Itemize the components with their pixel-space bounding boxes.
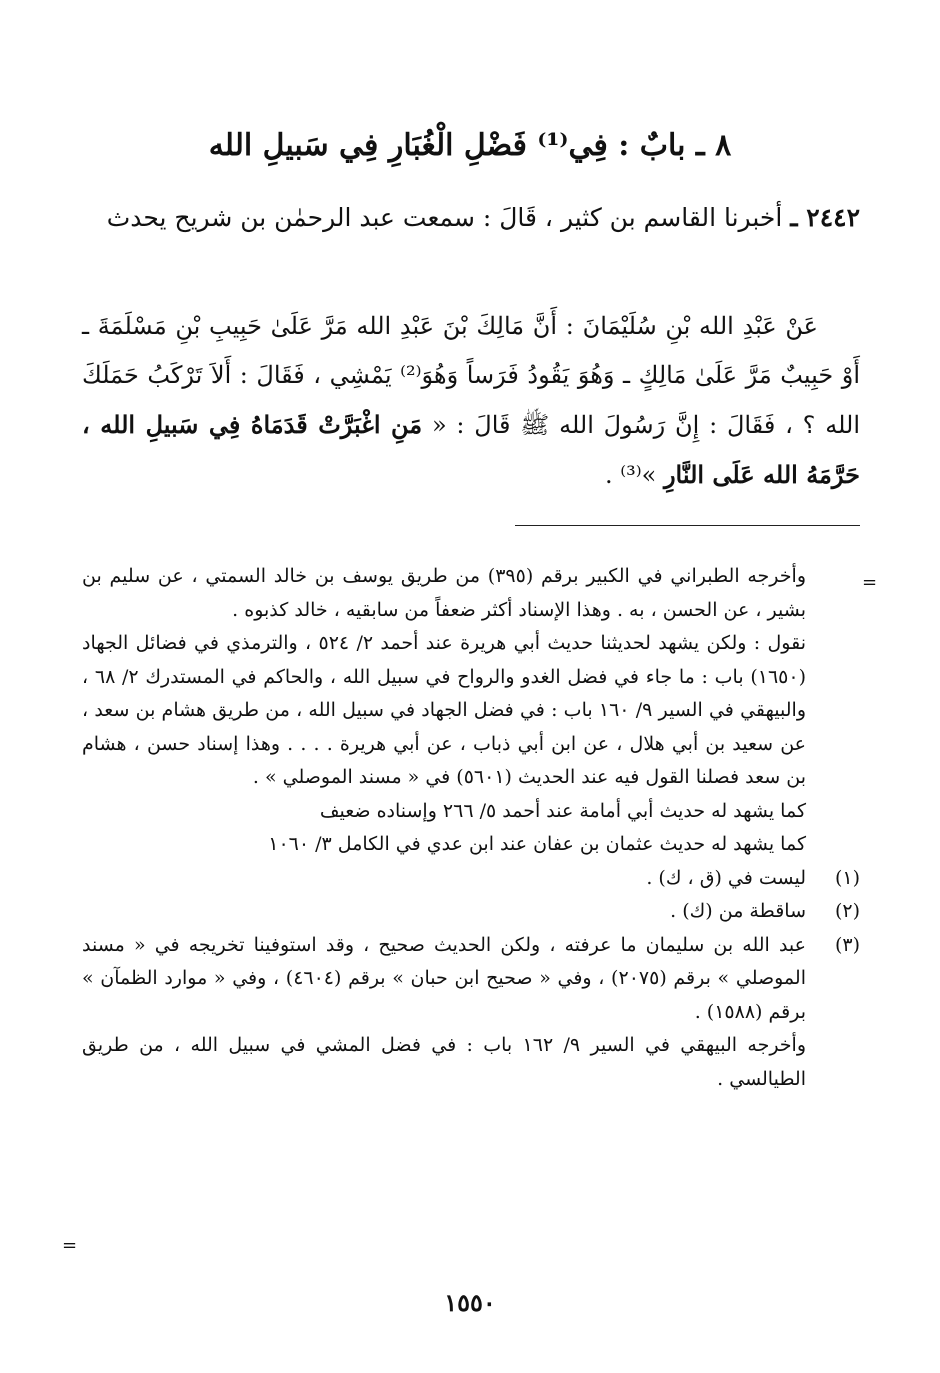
hadith-number: ٢٤٤٢ ـ (790, 203, 860, 232)
matn-text: عَنْ عَبْدِ الله بْنِ سُلَيْمَانَ : أَنَّ مَالِكَ بْنَ عَبْدِ الله مَرَّ عَلَىٰ حَبِيبِ بْنِ مَسْلَمَةَ ـ أَوْ حَبِيبٌ مَرَّ عَلَىٰ مَالِكٍ ـ وَهُوَ يَقُودُ فَرَساً وَهُوَ⁽²⁾ يَمْشِي ، فَقَالَ : أَلاَ تَرْكَبُ حَمَلَكَ الله ؟ ، فَقَالَ : إِنَّ رَسُولَ الله ﷺ قَالَ : « (82, 312, 860, 439)
hadith-isnad (82, 190, 860, 246)
page-number: ١٥٥٠ (444, 1288, 496, 1317)
footnote-text: عبد الله بن سليمان ما عرفته ، ولكن الحديث صحيح ، وقد استوفينا تخريجه في « مسند الموصلي » برقم (٢٠٧٥) ، وفي « صحيح ابن حبان » برقم (٤٦٠٤) ، وفي « موارد الظمآن » برقم (١٥٨٨) . (82, 933, 806, 1023)
continuation-mark-bottom: = (62, 1235, 78, 1256)
matn-prophetic-saying: مَنِ اغْبَرَّتْ قَدَمَاهُ فِي سَبيلِ الله ، حَرَّمَهُ الله عَلَى النَّارِ (82, 410, 860, 489)
footnote-3 (82, 929, 860, 1030)
footnote-continuation-para: كما يشهد له حديث عثمان بن عفان عند ابن عدي في الكامل ٣/ ١٠٦٠ (268, 833, 806, 855)
footnote-separator (515, 525, 860, 526)
chapter-title: ٨ ـ بابٌ : فِي⁽¹⁾ فَضْلِ الْغُبَارِ فِي سَبيلِ الله (208, 128, 732, 163)
footnote-marker: (١) (834, 866, 860, 889)
hadith-matn (82, 302, 860, 500)
footnote-continuation-para: وأخرجه الطبراني في الكبير برقم (٣٩٥) من طريق يوسف بن خالد السمتي ، عن سليم بن بشير ، عن الحسن ، به . وهذا الإسناد أكثر ضعفاً من سابقيه ، خالد كذبوه . (82, 565, 806, 621)
continuation-mark-top: = (862, 572, 878, 593)
footnote-1 (82, 862, 860, 896)
footnotes (82, 560, 860, 1096)
footnote-continuation-para: كما يشهد له حديث أبي أمامة عند أحمد ٥/ ٢٦٦ وإسناده ضعيف (319, 799, 806, 822)
footnote-continuation-para: نقول : ولكن يشهد لحديثنا حديث أبي هريرة عند أحمد ٢/ ٥٢٤ ، والترمذي في فضائل الجهاد (١٦٥٠) باب : ما جاء في فضل الغدو والرواح في سبيل الله ، والحاكم في المستدرك ٢/ ٦٨ ، والبيهقي في السير ٩/ ١٦٠ باب : في فضل الجهاد في سبيل الله ، من طريق هشام بن سعد ، عن سعيد بن أبي هلال ، عن ابن أبي ذباب ، عن أبي هريرة . . . . وهذا إسناد حسن ، هشام بن سعد فصلنا القول فيه عند الحديث (٥٦٠١) في « مسند الموصلي » . (82, 632, 807, 788)
footnote-marker: (٢) (834, 900, 860, 922)
footnote-3-para2: وأخرجه البيهقي في السير ٩/ ١٦٢ باب : في فضل المشي في سبيل الله ، من طريق الطيالسي . (82, 1034, 806, 1090)
footnote-text: ليست في (ق ، ك) . (646, 866, 806, 889)
footnote-text: ساقطة من (ك) . (670, 900, 806, 922)
matn-end: »⁽³⁾ . (604, 461, 657, 489)
hadith-intro: أخبرنا القاسم بن كثير ، قَالَ : سمعت عبد الرحمٰن بن شريح يحدث (106, 203, 783, 232)
footnote-marker: (٣) (834, 933, 860, 956)
footnote-2 (82, 895, 860, 929)
